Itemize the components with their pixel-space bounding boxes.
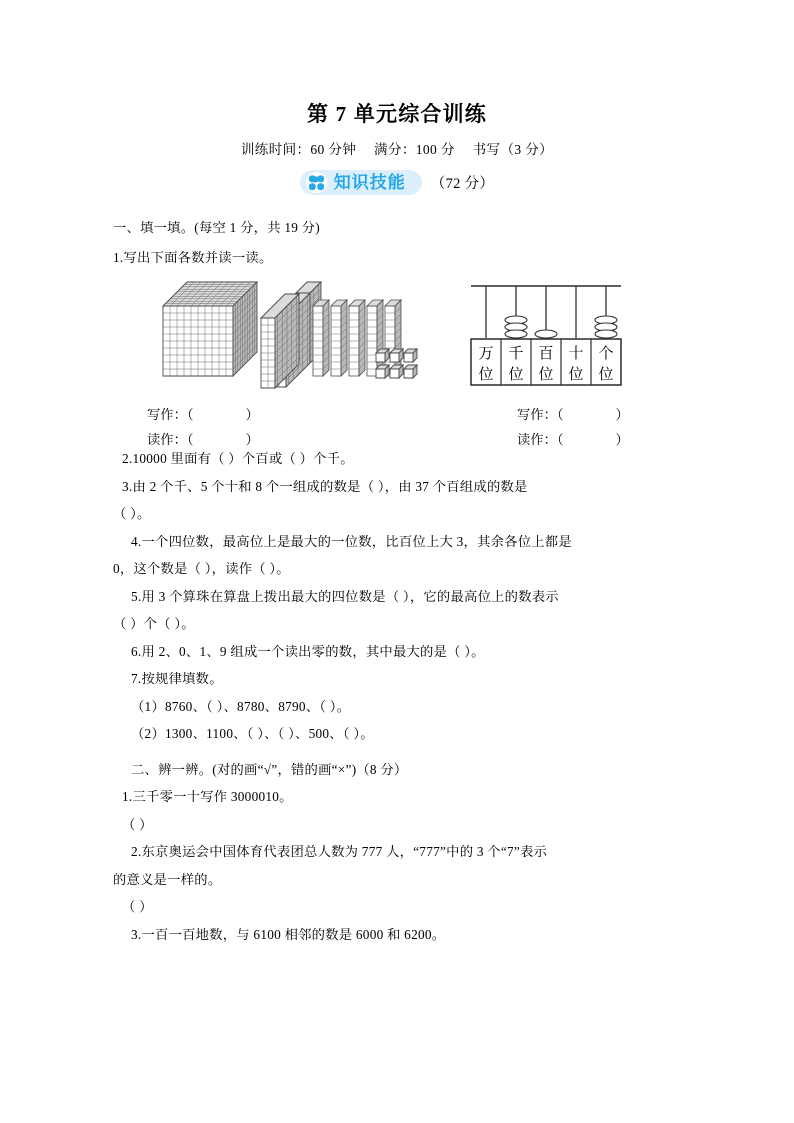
abacus-beads-bai (535, 330, 557, 338)
thousand-cube (163, 282, 257, 376)
write-row (113, 402, 683, 427)
page-title: 第 7 单元综合训练 (307, 102, 487, 126)
question-3-line-1: 3.由 2 个千、5 个十和 8 个一组成的数是（ ），由 37 个百组成的数是 (122, 478, 528, 494)
abacus-col-shi-char1: 十 (568, 346, 584, 362)
question-4-line-2: 0，这个数是（ ），读作（ ）。 (113, 561, 290, 576)
right-write-close: ） (615, 407, 629, 422)
exam-meta-line (0, 138, 794, 158)
left-write-label (147, 402, 259, 427)
hundred-flats (261, 282, 321, 388)
abacus-beads-ge (595, 316, 617, 338)
abacus-col-qian-char2: 位 (508, 367, 524, 383)
question-1-answer-rows (113, 402, 683, 452)
question-6: 6.用 2、0、1、9 组成一个读出零的数，其中最大的是（ ）。 (131, 643, 485, 659)
question-7-heading: 7.按规律填数。 (131, 671, 223, 686)
read-row (113, 427, 683, 452)
badge-label: 知识技能 (333, 172, 406, 192)
abacus-col-bai-char1: 百 (538, 346, 554, 362)
right-read-text: 读作：（ (517, 432, 564, 447)
section-two-question-2-answer: （ ） (122, 899, 153, 914)
question-1-prompt: 1.写出下面各数并读一读。 (113, 249, 273, 265)
section-two-question-3: 3.一百一百地数，与 6100 相邻的数是 6000 和 6200。 (131, 926, 446, 942)
knowledge-skills-badge (300, 170, 422, 195)
abacus-col-shi-char2: 位 (568, 367, 584, 383)
question-4-line-1: 4.一个四位数，最高位上是最大的一位数，比百位上大 3，其余各位上都是 (131, 533, 572, 549)
total-score-label: 满分：100 分 (374, 142, 455, 157)
question-2: 2.10000 里面有（ ）个百或（ ）个千。 (122, 451, 354, 466)
right-read-label (517, 427, 629, 452)
unit-cubes-figure (375, 348, 421, 380)
section-badge-row (0, 170, 794, 195)
question-5-line-1: 5.用 3 个算珠在算盘上拨出最大的四位数是（ ），它的最高位上的数表示 (131, 588, 559, 604)
writing-score-label: 书写（3 分） (472, 142, 554, 157)
section-two-question-2-line-1: 2.东京奥运会中国体育代表团总人数为 777 人，“777”中的 3 个“7”表示 (131, 844, 548, 859)
question-3-line-2: （ ）。 (113, 506, 151, 521)
badge-score: （72 分） (430, 176, 495, 192)
left-write-close: ） (245, 407, 259, 422)
section-one-heading: 一、填一填。(每空 1 分，共 19 分) (113, 220, 320, 235)
question-1-figures (113, 280, 683, 392)
section-two-question-1: 1.三千零一十写作 3000010。 (122, 789, 293, 804)
base-ten-blocks-figure (161, 280, 407, 390)
left-write-text: 写作：（ (147, 407, 194, 422)
question-5-line-2: （ ）个（ ）。 (113, 616, 195, 631)
section-two-question-2-line-2: 的意义是一样的。 (113, 871, 222, 887)
left-read-label (147, 427, 259, 452)
abacus-col-wan-char2: 位 (478, 367, 494, 383)
right-read-close: ） (615, 432, 629, 447)
left-read-text: 读作：（ (147, 432, 194, 447)
question-7-sub-2: （2）1300、1100、（ ）、（ ）、500、（ ）。 (131, 726, 374, 741)
abacus-beads-qian (505, 316, 527, 338)
abacus-col-bai-char2: 位 (538, 367, 554, 383)
section-two-heading: 二、辨一辨。(对的画“√”，错的画“×”)（8 分） (131, 761, 408, 777)
abacus-col-ge-char1: 个 (598, 346, 614, 362)
abacus-col-ge-char2: 位 (598, 367, 614, 383)
left-read-close: ） (245, 432, 259, 447)
clover-four-squares-icon (306, 172, 327, 193)
section-two-question-1-answer: （ ） (122, 816, 153, 832)
question-7-sub-1: （1）8760、（ ）、8780、8790、（ ）。 (131, 698, 351, 714)
abacus-col-wan-char1: 万 (478, 346, 494, 362)
abacus-col-qian-char1: 千 (508, 346, 524, 362)
training-time-label: 训练时间：60 分钟 (240, 142, 357, 157)
abacus-figure (465, 282, 627, 388)
right-write-label (517, 402, 629, 427)
right-write-text: 写作：（ (517, 407, 564, 422)
